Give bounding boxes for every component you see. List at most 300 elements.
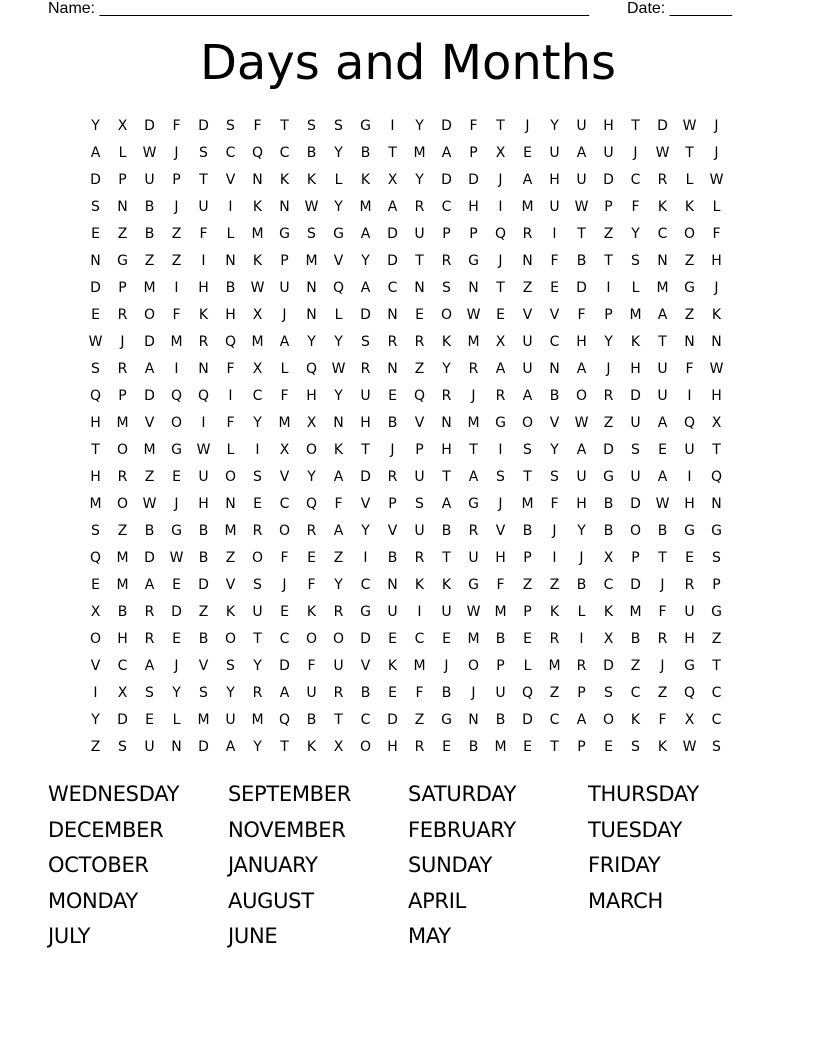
grid-letter: J [714, 145, 719, 161]
grid-letter: S [631, 739, 640, 755]
grid-letter: K [306, 604, 317, 620]
grid-letter: L [631, 280, 640, 296]
grid-letter: P [280, 253, 289, 269]
grid-letter: V [549, 307, 560, 323]
grid-letter: U [684, 604, 695, 620]
grid-letter: J [660, 658, 665, 674]
grid-letter: W [250, 280, 265, 296]
grid-letter: I [390, 118, 395, 134]
grid-letter: A [522, 172, 533, 188]
grid-letter: F [307, 658, 316, 674]
grid-letter: M [251, 334, 264, 350]
grid-letter: Z [684, 307, 695, 323]
grid-letter: J [282, 307, 287, 323]
grid-letter: L [334, 307, 343, 323]
grid-letter: Y [334, 577, 343, 593]
grid-letter: N [711, 334, 722, 350]
grid-letter: D [603, 658, 614, 674]
grid-letter: R [468, 523, 479, 539]
grid-letter: K [333, 442, 344, 458]
grid-letter: T [334, 712, 343, 728]
grid-letter: N [522, 253, 533, 269]
grid-letter: U [522, 361, 533, 377]
grid-letter: Q [278, 712, 291, 728]
grid-letter: D [468, 172, 479, 188]
grid-letter: A [441, 496, 452, 512]
grid-letter: S [631, 442, 640, 458]
grid-letter: M [494, 604, 507, 620]
grid-letter: U [441, 604, 452, 620]
grid-letter: D [603, 442, 614, 458]
grid-letter: O [305, 631, 318, 647]
grid-letter: D [279, 658, 290, 674]
grid-letter: H [603, 118, 614, 134]
grid-letter: I [606, 280, 611, 296]
grid-letter: F [226, 415, 235, 431]
grid-letter: H [90, 415, 101, 431]
grid-letter: R [657, 172, 668, 188]
grid-letter: G [360, 118, 371, 134]
grid-letter: N [90, 253, 101, 269]
grid-letter: T [550, 739, 559, 755]
grid-letter: C [279, 145, 290, 161]
word-list-item: SATURDAY [408, 782, 517, 806]
grid-letter: Z [603, 226, 614, 242]
grid-letter: N [468, 280, 479, 296]
grid-letter: L [523, 658, 532, 674]
grid-letter: F [280, 550, 289, 566]
grid-letter: Z [522, 577, 533, 593]
grid-letter: Z [630, 658, 641, 674]
grid-letter: H [117, 631, 128, 647]
grid-letter: X [711, 415, 722, 431]
grid-letter: K [711, 307, 722, 323]
grid-letter: U [468, 550, 479, 566]
grid-letter: N [684, 334, 695, 350]
grid-letter: X [684, 712, 695, 728]
grid-letter: T [442, 550, 451, 566]
grid-letter: G [495, 415, 506, 431]
word-list-item: SUNDAY [408, 853, 492, 877]
grid-letter: A [441, 145, 452, 161]
grid-letter: Y [550, 442, 559, 458]
grid-letter: V [333, 253, 344, 269]
grid-letter: R [414, 334, 425, 350]
grid-letter: Y [415, 172, 424, 188]
grid-letter: N [711, 496, 722, 512]
grid-letter: F [550, 253, 559, 269]
grid-letter: P [442, 226, 451, 242]
grid-letter: D [387, 712, 398, 728]
grid-letter: B [198, 631, 209, 647]
grid-letter: X [603, 631, 614, 647]
grid-letter: A [657, 469, 668, 485]
grid-letter: I [498, 199, 503, 215]
grid-letter: T [712, 442, 721, 458]
grid-letter: P [415, 442, 424, 458]
grid-letter: R [414, 199, 425, 215]
grid-letter: F [307, 577, 316, 593]
grid-letter: S [145, 685, 154, 701]
grid-letter: E [91, 577, 100, 593]
grid-letter: I [174, 361, 179, 377]
grid-letter: Q [89, 550, 102, 566]
grid-letter: B [441, 685, 452, 701]
grid-letter: Z [117, 226, 128, 242]
grid-letter: K [630, 712, 641, 728]
grid-letter: E [658, 442, 667, 458]
grid-letter: M [143, 280, 156, 296]
grid-letter: F [712, 226, 721, 242]
grid-letter: I [498, 442, 503, 458]
grid-letter: D [171, 604, 182, 620]
grid-letter: Y [361, 523, 370, 539]
grid-letter: J [660, 577, 665, 593]
grid-letter: D [630, 388, 641, 404]
grid-letter: O [251, 550, 264, 566]
grid-letter: X [252, 361, 263, 377]
word-list-item: NOVEMBER [228, 817, 346, 842]
word-list-item: OCTOBER [48, 853, 149, 877]
grid-letter: U [657, 361, 668, 377]
grid-letter: U [144, 739, 155, 755]
grid-letter: H [360, 415, 371, 431]
grid-letter: L [172, 712, 181, 728]
grid-letter: C [549, 712, 560, 728]
grid-letter: E [523, 145, 532, 161]
grid-letter: C [414, 631, 425, 647]
grid-letter: A [360, 226, 371, 242]
grid-letter: D [441, 172, 452, 188]
grid-letter: N [387, 307, 398, 323]
grid-letter: R [144, 604, 155, 620]
grid-letter: U [414, 523, 425, 539]
grid-letter: V [279, 469, 290, 485]
grid-letter: L [712, 199, 721, 215]
grid-letter: E [253, 496, 262, 512]
grid-letter: G [468, 496, 479, 512]
grid-letter: F [253, 118, 262, 134]
grid-letter: D [360, 631, 371, 647]
grid-letter: M [278, 415, 291, 431]
grid-letter: T [658, 550, 667, 566]
grid-letter: U [576, 172, 587, 188]
grid-letter: D [630, 577, 641, 593]
grid-letter: Q [413, 388, 426, 404]
grid-letter: N [468, 712, 479, 728]
word-list-item: TUESDAY [588, 817, 683, 842]
grid-letter: Z [414, 712, 425, 728]
grid-letter: G [468, 577, 479, 593]
grid-letter: M [197, 712, 210, 728]
grid-letter: M [359, 199, 372, 215]
grid-letter: M [467, 334, 480, 350]
grid-letter: Y [334, 388, 343, 404]
grid-letter: P [577, 685, 586, 701]
grid-letter: E [550, 280, 559, 296]
grid-letter: Y [307, 469, 316, 485]
grid-letter: J [579, 550, 584, 566]
grid-letter: X [306, 415, 317, 431]
grid-letter: U [630, 415, 641, 431]
grid-letter: W [88, 334, 103, 350]
grid-letter: V [360, 496, 371, 512]
grid-letter: N [117, 199, 128, 215]
grid-letter: X [387, 172, 398, 188]
grid-letter: R [495, 388, 506, 404]
grid-letter: N [306, 280, 317, 296]
grid-letter: N [387, 361, 398, 377]
grid-letter: S [307, 226, 316, 242]
grid-letter: J [282, 577, 287, 593]
grid-letter: J [174, 496, 179, 512]
grid-letter: D [360, 469, 371, 485]
word-list-item: MAY [408, 924, 451, 948]
grid-letter: F [280, 388, 289, 404]
grid-letter: O [89, 631, 102, 647]
grid-letter: X [117, 685, 128, 701]
grid-letter: J [498, 172, 503, 188]
grid-letter: A [333, 523, 344, 539]
grid-letter: F [199, 226, 208, 242]
grid-letter: K [657, 199, 668, 215]
grid-letter: H [387, 739, 398, 755]
grid-letter: A [576, 442, 587, 458]
grid-letter: N [252, 172, 263, 188]
grid-letter: Y [253, 415, 262, 431]
grid-letter: T [253, 631, 262, 647]
grid-letter: E [388, 685, 397, 701]
grid-letter: C [360, 712, 371, 728]
grid-letter: P [523, 604, 532, 620]
grid-letter: P [631, 550, 640, 566]
grid-letter: J [174, 199, 179, 215]
grid-letter: S [712, 550, 721, 566]
grid-letter: D [198, 118, 209, 134]
grid-letter: B [360, 685, 371, 701]
grid-letter: F [172, 118, 181, 134]
grid-letter: T [496, 280, 505, 296]
grid-letter: K [225, 604, 236, 620]
grid-letter: E [91, 226, 100, 242]
grid-letter: Z [657, 685, 668, 701]
grid-letter: C [225, 145, 236, 161]
grid-letter: U [522, 334, 533, 350]
grid-letter: Z [144, 469, 155, 485]
grid-letter: J [444, 658, 449, 674]
grid-letter: M [656, 280, 669, 296]
grid-letter: C [360, 577, 371, 593]
grid-letter: Y [550, 118, 559, 134]
grid-letter: J [552, 523, 557, 539]
word-list-item: FRIDAY [588, 853, 661, 877]
grid-letter: C [630, 685, 641, 701]
grid-letter: D [603, 172, 614, 188]
grid-letter: V [360, 658, 371, 674]
grid-letter: P [604, 307, 613, 323]
grid-letter: J [633, 145, 638, 161]
grid-letter: E [145, 712, 154, 728]
grid-letter: X [495, 334, 506, 350]
grid-letter: W [682, 739, 697, 755]
grid-letter: R [252, 523, 263, 539]
grid-letter: M [305, 253, 318, 269]
grid-letter: B [198, 523, 209, 539]
grid-letter: S [307, 118, 316, 134]
grid-letter: G [333, 226, 344, 242]
grid-letter: H [630, 361, 641, 377]
grid-letter: Z [225, 550, 236, 566]
grid-letter: B [387, 550, 398, 566]
grid-letter: P [469, 145, 478, 161]
grid-letter: A [144, 361, 155, 377]
grid-letter: Z [414, 361, 425, 377]
grid-letter: L [280, 361, 289, 377]
grid-letter: T [604, 253, 613, 269]
grid-letter: E [280, 604, 289, 620]
grid-letter: D [90, 280, 101, 296]
grid-letter: E [442, 631, 451, 647]
grid-letter: C [279, 631, 290, 647]
grid-letter: A [657, 415, 668, 431]
grid-letter: G [468, 253, 479, 269]
grid-letter: R [414, 739, 425, 755]
grid-letter: Y [415, 118, 424, 134]
grid-letter: U [549, 199, 560, 215]
grid-letter: R [198, 334, 209, 350]
grid-letter: J [120, 334, 125, 350]
grid-letter: U [549, 145, 560, 161]
grid-letter: T [523, 469, 532, 485]
grid-letter: B [387, 415, 398, 431]
grid-letter: I [687, 469, 692, 485]
grid-letter: K [252, 253, 263, 269]
grid-letter: O [332, 631, 345, 647]
grid-letter: U [252, 604, 263, 620]
grid-letter: O [116, 442, 129, 458]
grid-letter: M [251, 712, 264, 728]
grid-letter: X [333, 739, 344, 755]
grid-letter: R [117, 307, 128, 323]
grid-letter: W [574, 199, 589, 215]
grid-letter: P [469, 226, 478, 242]
grid-letter: C [387, 280, 398, 296]
word-list-item: FEBRUARY [408, 817, 516, 842]
grid-letter: W [574, 415, 589, 431]
grid-letter: K [306, 172, 317, 188]
grid-letter: R [333, 685, 344, 701]
grid-letter: R [117, 361, 128, 377]
grid-letter: A [360, 280, 371, 296]
grid-letter: B [360, 145, 371, 161]
grid-letter: M [521, 496, 534, 512]
grid-letter: Z [549, 577, 560, 593]
grid-letter: E [415, 307, 424, 323]
grid-letter: D [657, 118, 668, 134]
grid-letter: M [251, 226, 264, 242]
grid-letter: K [684, 199, 695, 215]
grid-letter: P [118, 388, 127, 404]
grid-letter: O [305, 442, 318, 458]
grid-letter: D [144, 118, 155, 134]
grid-letter: J [174, 145, 179, 161]
grid-letter: M [116, 577, 129, 593]
grid-letter: I [228, 199, 233, 215]
grid-letter: K [441, 334, 452, 350]
grid-letter: Z [684, 253, 695, 269]
grid-letter: D [198, 739, 209, 755]
grid-letter: N [225, 253, 236, 269]
grid-letter: Y [334, 334, 343, 350]
grid-letter: E [307, 550, 316, 566]
grid-letter: I [255, 442, 260, 458]
grid-letter: M [494, 739, 507, 755]
grid-letter: S [91, 199, 100, 215]
grid-letter: G [711, 604, 722, 620]
grid-letter: B [306, 145, 317, 161]
grid-letter: Z [711, 631, 722, 647]
grid-letter: Z [522, 280, 533, 296]
grid-letter: Q [494, 226, 507, 242]
grid-letter: W [142, 145, 157, 161]
grid-letter: R [306, 523, 317, 539]
grid-letter: D [90, 172, 101, 188]
grid-letter: B [225, 280, 236, 296]
grid-letter: T [280, 739, 289, 755]
grid-letter: U [333, 658, 344, 674]
grid-letter: Y [442, 361, 451, 377]
grid-letter: O [629, 523, 642, 539]
grid-letter: P [523, 550, 532, 566]
grid-letter: Y [334, 199, 343, 215]
grid-letter: A [657, 307, 668, 323]
grid-letter: L [226, 442, 235, 458]
grid-letter: O [683, 226, 696, 242]
grid-letter: J [471, 685, 476, 701]
grid-letter: A [522, 388, 533, 404]
grid-letter: V [414, 415, 425, 431]
grid-letter: M [413, 658, 426, 674]
grid-letter: U [603, 145, 614, 161]
grid-letter: V [549, 415, 560, 431]
grid-letter: J [498, 253, 503, 269]
grid-letter: O [170, 415, 183, 431]
grid-letter: V [144, 415, 155, 431]
grid-letter: Y [253, 739, 262, 755]
grid-letter: W [466, 604, 481, 620]
grid-letter: A [225, 739, 236, 755]
grid-letter: X [117, 118, 128, 134]
grid-letter: L [334, 172, 343, 188]
grid-letter: A [576, 361, 587, 377]
grid-letter: D [387, 226, 398, 242]
grid-letter: D [144, 550, 155, 566]
grid-letter: U [630, 469, 641, 485]
grid-letter: P [577, 739, 586, 755]
grid-letter: I [201, 415, 206, 431]
grid-letter: U [576, 469, 587, 485]
grid-letter: M [116, 415, 129, 431]
grid-letter: A [144, 577, 155, 593]
grid-letter: M [548, 658, 561, 674]
grid-letter: P [118, 172, 127, 188]
grid-letter: X [252, 307, 263, 323]
grid-letter: T [685, 145, 694, 161]
grid-letter: B [144, 523, 155, 539]
grid-letter: I [579, 631, 584, 647]
grid-letter: D [198, 577, 209, 593]
grid-letter: N [198, 361, 209, 377]
